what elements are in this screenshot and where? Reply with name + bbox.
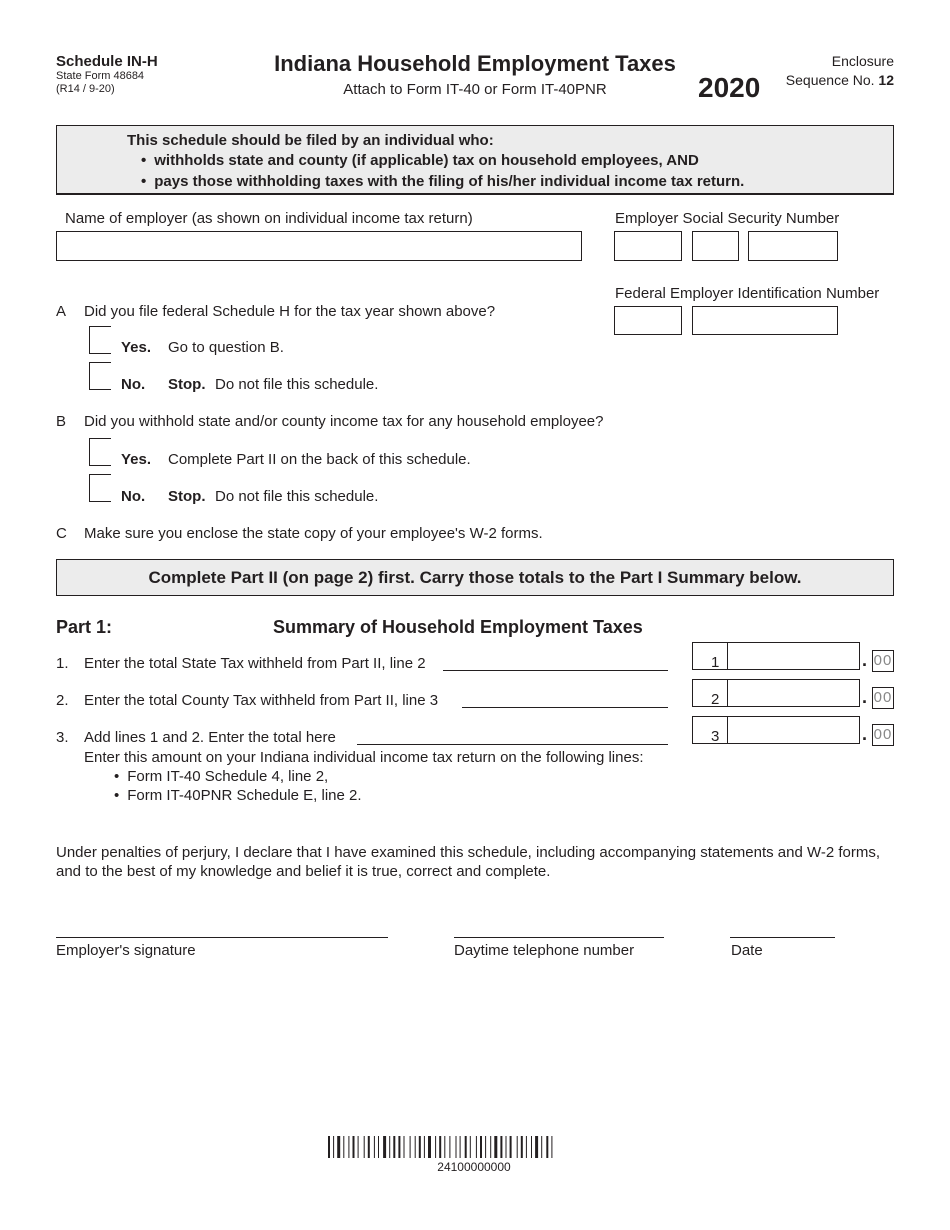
decimal-point: . [862, 650, 868, 670]
enter-amount-note: Enter this amount on your Indiana individual income tax return on the following lines: [84, 749, 644, 766]
line1-box-divider [727, 643, 728, 669]
enclosure-label: Enclosure [831, 53, 894, 69]
part2-instruction-banner: Complete Part II (on page 2) first. Carry those totals to the Part I Summary below. [56, 559, 894, 596]
question-b-letter: B [56, 413, 67, 430]
question-b-yes-checkbox[interactable] [89, 438, 111, 466]
question-a-yes-label: Yes. [121, 339, 152, 356]
signature-line[interactable] [56, 937, 388, 938]
line1-cents: 00 [872, 650, 894, 672]
question-b-no-text: Do not file this schedule. [215, 488, 379, 505]
notice-bullet: • withholds state and county (if applicable) tax on household employees, AND [141, 152, 699, 169]
ssn-field-part3[interactable] [748, 231, 838, 261]
return-line-item: • Form IT-40 Schedule 4, line 2, [114, 768, 328, 785]
tax-year: 2020 [698, 72, 761, 103]
employer-name-label: Name of employer (as shown on individual income tax return) [65, 210, 473, 227]
decimal-point: . [862, 687, 868, 707]
decimal-point: . [862, 724, 868, 744]
line3-cents: 00 [872, 724, 894, 746]
line2-leader [462, 707, 668, 708]
fein-field-part1[interactable] [614, 306, 682, 335]
signature-label: Employer's signature [56, 942, 196, 959]
question-b-text: Did you withhold state and/or county income tax for any household employee? [84, 413, 604, 430]
part1-title: Summary of Household Employment Taxes [273, 617, 643, 637]
notice-bullet: • pays those withholding taxes with the filing of his/her individual income tax return. [141, 173, 744, 190]
notice-heading: This schedule should be filed by an individual who: [127, 132, 494, 149]
barcode-icon [328, 1136, 620, 1158]
sequence-value: 12 [878, 72, 894, 88]
perjury-declaration: Under penalties of perjury, I declare that I have examined this schedule, including accompanying statements and W-2 forms, and to the best of my knowledge and belief it is true, correct and complete. [56, 844, 881, 880]
form-revision: (R14 / 9-20) [56, 83, 115, 95]
date-label: Date [731, 942, 763, 959]
line3-number: 3. [56, 729, 69, 746]
sequence-label: Sequence No. [785, 72, 875, 88]
page-subtitle: Attach to Form IT-40 or Form IT-40PNR [343, 81, 607, 98]
fein-label: Federal Employer Identification Number [615, 285, 880, 302]
ssn-label: Employer Social Security Number [615, 210, 840, 227]
return-line-item: • Form IT-40PNR Schedule E, line 2. [114, 787, 362, 804]
question-a-letter: A [56, 303, 67, 320]
ssn-field-part2[interactable] [692, 231, 739, 261]
line2-box-number: 2 [711, 691, 720, 708]
line3-amount-field[interactable] [692, 716, 860, 744]
filing-notice [56, 125, 894, 195]
line1-text: Enter the total State Tax withheld from Part II, line 2 [84, 655, 426, 672]
line1-leader [443, 670, 668, 671]
employer-name-field[interactable] [56, 231, 582, 261]
line2-box-divider [727, 680, 728, 706]
line1-number: 1. [56, 655, 69, 672]
question-b-no-label: No. [121, 488, 146, 505]
line2-cents: 00 [872, 687, 894, 709]
line3-leader [357, 744, 668, 745]
question-b-yes-text: Complete Part II on the back of this schedule. [168, 451, 471, 468]
question-a-yes-checkbox[interactable] [89, 326, 111, 354]
question-a-text: Did you file federal Schedule H for the tax year shown above? [84, 303, 496, 320]
question-a-no-text: Do not file this schedule. [215, 376, 379, 393]
question-a-stop-label: Stop. [168, 376, 206, 393]
schedule-name: Schedule IN-H [56, 53, 158, 70]
question-a-no-checkbox[interactable] [89, 362, 111, 390]
line3-box-number: 3 [711, 728, 720, 745]
question-a-yes-text: Go to question B. [168, 339, 284, 356]
page-title: Indiana Household Employment Taxes [274, 51, 676, 76]
line2-text: Enter the total County Tax withheld from Part II, line 3 [84, 692, 439, 709]
ssn-field-part1[interactable] [614, 231, 682, 261]
question-b-no-checkbox[interactable] [89, 474, 111, 502]
question-c-letter: C [56, 525, 67, 542]
question-c-text: Make sure you enclose the state copy of your employee's W-2 forms. [84, 525, 543, 542]
question-b-yes-label: Yes. [121, 451, 152, 468]
part1-label: Part 1: [56, 617, 113, 637]
line3-box-divider [727, 717, 728, 743]
line2-number: 2. [56, 692, 69, 709]
line1-box-number: 1 [711, 654, 720, 671]
question-b-stop-label: Stop. [168, 488, 206, 505]
line2-amount-field[interactable] [692, 679, 860, 707]
fein-field-part2[interactable] [692, 306, 838, 335]
phone-label: Daytime telephone number [454, 942, 635, 959]
sequence-number [786, 72, 894, 88]
line1-amount-field[interactable] [692, 642, 860, 670]
question-a-no-label: No. [121, 376, 146, 393]
date-line[interactable] [730, 937, 835, 938]
line3-text: Add lines 1 and 2. Enter the total here [84, 729, 336, 746]
state-form-number: State Form 48684 [56, 70, 145, 82]
barcode-number: 24100000000 [437, 1160, 511, 1174]
phone-line[interactable] [454, 937, 664, 938]
